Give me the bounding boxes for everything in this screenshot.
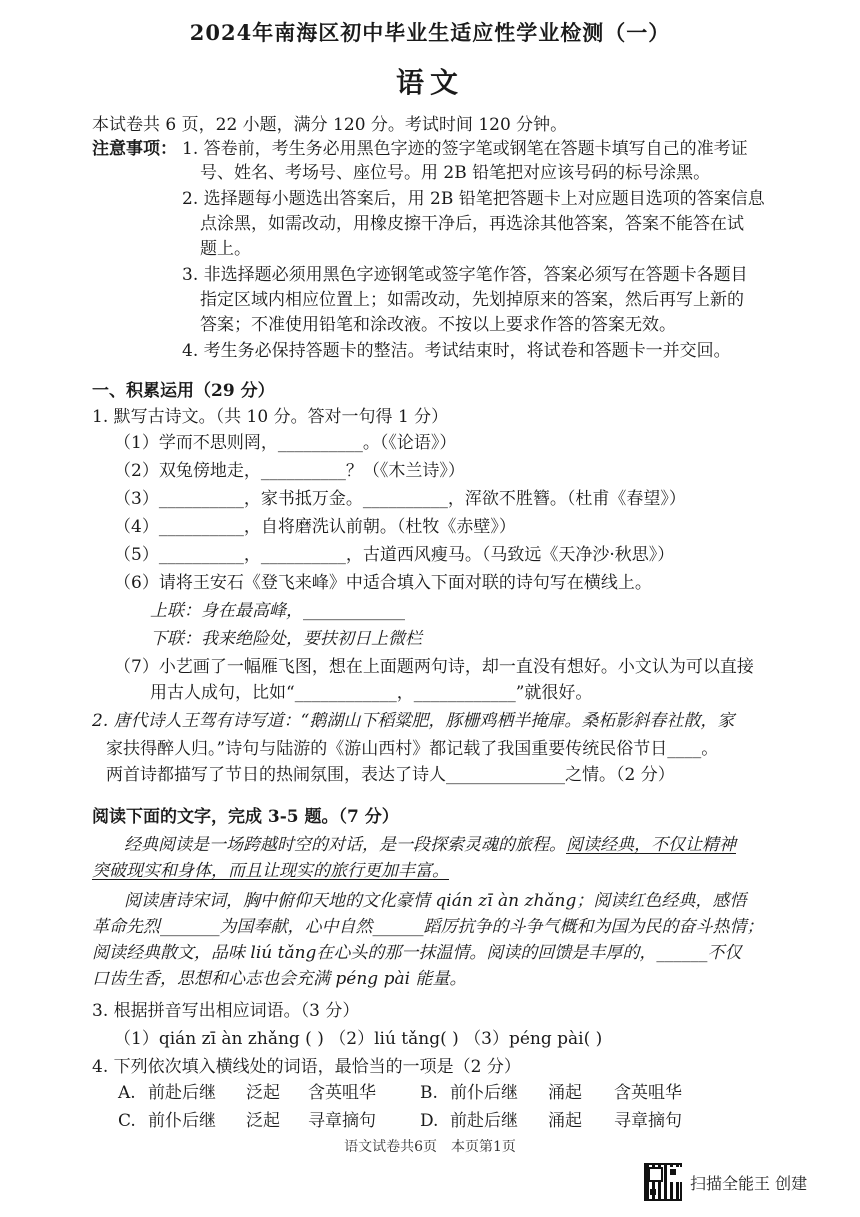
note-line: 点涂黑，如需改动，用橡皮擦干净后，再选涂其他答案，答案不能答在试 [200, 214, 744, 234]
option-letter: B. [420, 1083, 438, 1103]
scanner-watermark [644, 1162, 807, 1202]
question-item: （7）小艺画了一幅雁飞图，想在上面题两句诗，却一直没有想好。小文认为可以直接 [114, 657, 754, 677]
option-word: 含英咀华 [614, 1083, 682, 1103]
section-heading: 一、积累运用（29 分） [92, 381, 275, 401]
subject-title: 语文 [395, 66, 464, 99]
page-footer: 语文试卷共6页 本页第1页 [344, 1139, 516, 1155]
couplet-upper: 上联：身在最高峰，____________ [150, 601, 405, 621]
passage-line: 阅读唐诗宋词，胸中俯仰天地的文化豪情 qián zī àn zhǎng；阅读红色经典，感悟 [124, 891, 747, 911]
option-word: 泛起 [246, 1111, 280, 1131]
question-items: （1）qián zī àn zhǎng ( ) （2）liú tǎng( ) （3）péng pài( ) [114, 1029, 603, 1049]
option-word: 寻章摘句 [308, 1111, 376, 1131]
question-stem: 3. 根据拼音写出相应词语。（3 分） [92, 1001, 360, 1021]
exam-summary: 本试卷共 6 页，22 小题，满分 120 分。考试时间 120 分钟。 [92, 115, 568, 135]
passage-underlined-text: 突破现实和身体，而且让现实的旅行更加丰富。 [92, 861, 449, 881]
option-letter: C. [118, 1111, 136, 1131]
option-word: 前赴后继 [148, 1083, 216, 1103]
note-line: 题上。 [200, 239, 251, 259]
note-line: 答案；不准使用铅笔和涂改液。不按以上要求作答的答案无效。 [200, 315, 676, 335]
question-item: 用古人成句，比如“____________，____________”就很好。 [150, 683, 593, 703]
reading-instruction: 阅读下面的文字，完成 3-5 题。（7 分） [92, 807, 399, 827]
question-item: （1）学而不思则罔，__________。（《论语》） [114, 433, 457, 453]
option-word: 含英咀华 [308, 1083, 376, 1103]
passage-line [124, 834, 736, 856]
qr-code-icon [644, 1163, 682, 1201]
question-stem: 1. 默写古诗文。（共 10 分。答对一句得 1 分） [92, 407, 449, 427]
option-word: 涌起 [548, 1111, 582, 1131]
option-word: 前仆后继 [148, 1111, 216, 1131]
option-word: 寻章摘句 [614, 1111, 682, 1131]
passage-underlined-text: 阅读经典，不仅让精神 [566, 835, 736, 855]
note-line: 指定区域内相应位置上；如需改动，先划掉原来的答案，然后再写上新的 [200, 290, 744, 310]
option-word: 前仆后继 [450, 1083, 518, 1103]
note-line: 4. 考生务必保持答题卡的整洁。考试结束时，将试卷和答题卡一并交回。 [182, 341, 731, 361]
note-line: 1. 答卷前，考生务必用黑色字迹的签字笔或钢笔在答题卡填写自己的准考证 [182, 139, 748, 159]
question-item: （2）双兔傍地走，__________？（《木兰诗》） [114, 461, 465, 481]
exam-title: 2024年南海区初中毕业生适应性学业检测（一） [189, 20, 671, 45]
question-item: （3）__________，家书抵万金。__________，浑欲不胜簪。（杜甫《春望》） [114, 489, 686, 509]
question-text: 两首诗都描写了节日的热闹氛围，表达了诗人______________之情。（2 分） [106, 765, 675, 785]
couplet-lower: 下联：我来绝险处，要扶初日上微栏 [150, 629, 422, 649]
passage-text: 经典阅读是一场跨越时空的对话，是一段探索灵魂的旅程。 [124, 835, 566, 855]
question-stem: 2. 唐代诗人王驾有诗写道：“鹅湖山下稻粱肥，豚栅鸡栖半掩扉。桑柘影斜春社散，家 [92, 711, 735, 731]
passage-line: 革命先烈_______为国奉献，心中自然______蹈厉抗争的斗争气概和为国为民的奋斗热情； [92, 917, 764, 937]
watermark-text: 扫描全能王 创建 [690, 1173, 808, 1193]
question-stem: 4. 下列依次填入横线处的词语，最恰当的一项是（2 分） [92, 1057, 521, 1077]
question-item: （6）请将王安石《登飞来峰》中适合填入下面对联的诗句写在横线上。 [114, 573, 652, 593]
note-line: 号、姓名、考场号、座位号。用 2B 铅笔把对应该号码的标号涂黑。 [200, 163, 711, 183]
option-word: 泛起 [246, 1083, 280, 1103]
option-letter: D. [420, 1111, 439, 1131]
option-word: 前赴后继 [450, 1111, 518, 1131]
question-text: 家扶得醉人归。”诗句与陆游的《游山西村》都记载了我国重要传统民俗节日____。 [106, 739, 719, 759]
question-item: （4）__________，自将磨洗认前朝。（杜牧《赤壁》） [114, 517, 516, 537]
note-line: 3. 非选择题必须用黑色字迹钢笔或签字笔作答，答案必须写在答题卡各题目 [182, 265, 748, 285]
option-word: 涌起 [548, 1083, 582, 1103]
passage-line: 口齿生香，思想和心志也会充满 péng pài 能量。 [92, 969, 467, 989]
passage-line: 阅读经典散文，品味 liú tǎng在心头的那一抹温情。阅读的回馈是丰厚的，______不仅 [92, 943, 742, 963]
notes-label: 注意事项： [92, 139, 177, 159]
question-item: （5）__________，__________，古道西风瘦马。（马致远《天净沙·秋思》） [114, 545, 675, 565]
option-letter: A. [118, 1083, 136, 1103]
note-line: 2. 选择题每小题选出答案后，用 2B 铅笔把答题卡上对应题目选项的答案信息 [182, 189, 765, 209]
